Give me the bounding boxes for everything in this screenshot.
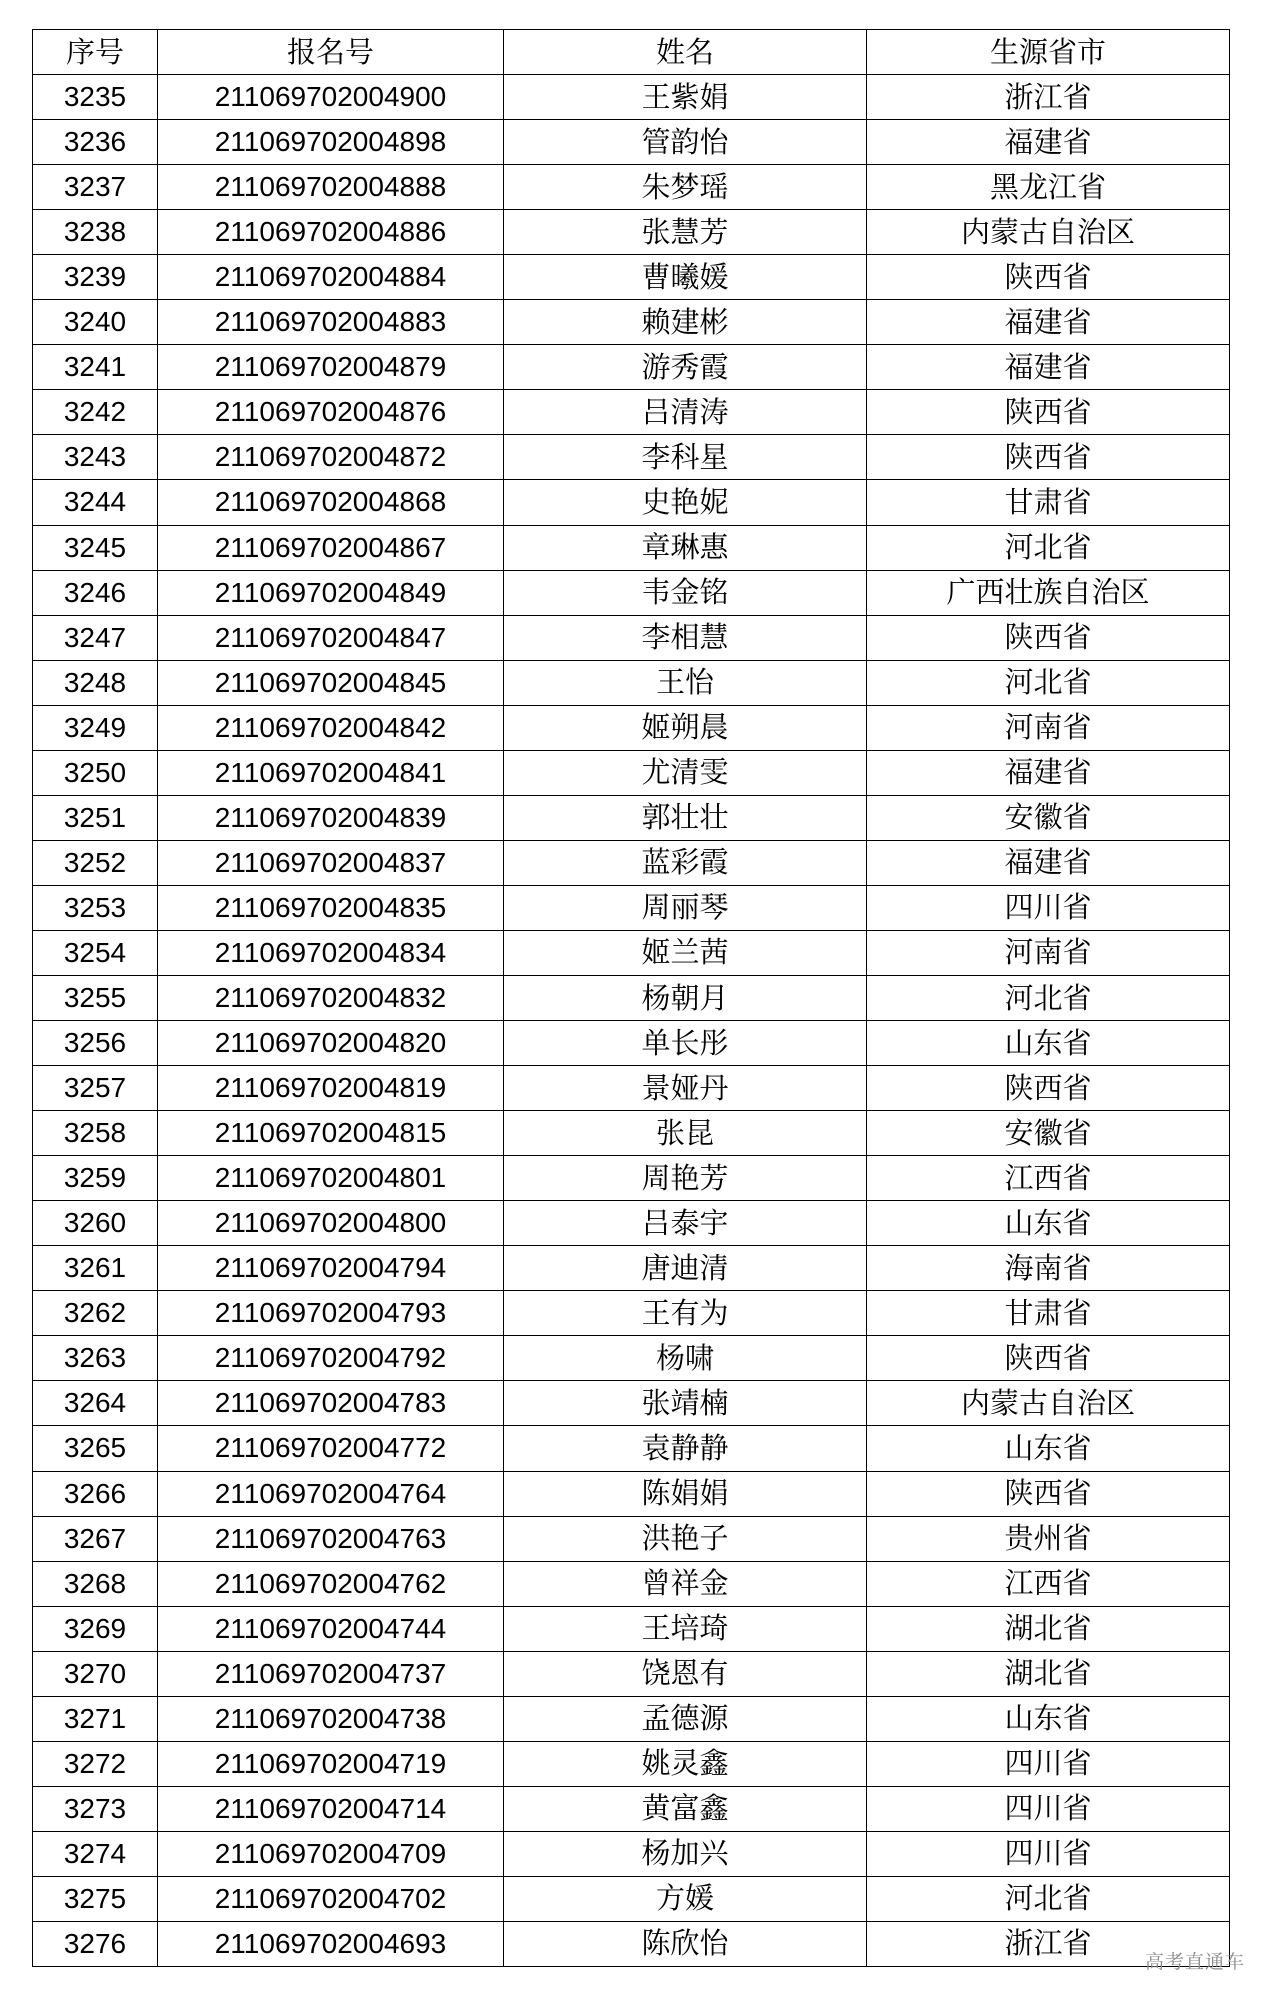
table-row xyxy=(33,750,1230,795)
cell-sequence-number: 3270 xyxy=(33,1651,158,1696)
cell-name: 曾祥金 xyxy=(504,1561,867,1606)
cell-name: 吕泰宇 xyxy=(504,1201,867,1246)
cell-home-province: 福建省 xyxy=(867,840,1230,885)
cell-sequence-number: 3274 xyxy=(33,1831,158,1876)
cell-name: 曹曦媛 xyxy=(504,255,867,300)
cell-home-province: 河北省 xyxy=(867,525,1230,570)
cell-name: 王紫娟 xyxy=(504,75,867,120)
cell-sequence-number: 3272 xyxy=(33,1741,158,1786)
cell-home-province: 贵州省 xyxy=(867,1516,1230,1561)
cell-registration-number: 211069702004763 xyxy=(158,1516,504,1561)
cell-home-province: 福建省 xyxy=(867,750,1230,795)
cell-name: 饶恩有 xyxy=(504,1651,867,1696)
table-header xyxy=(33,30,1230,75)
table-row xyxy=(33,210,1230,255)
cell-registration-number: 211069702004702 xyxy=(158,1876,504,1921)
cell-name: 张昆 xyxy=(504,1111,867,1156)
header-registration-number: 报名号 xyxy=(158,30,504,75)
cell-home-province: 福建省 xyxy=(867,120,1230,165)
cell-registration-number: 211069702004719 xyxy=(158,1741,504,1786)
cell-sequence-number: 3244 xyxy=(33,480,158,525)
cell-name: 黄富鑫 xyxy=(504,1786,867,1831)
cell-sequence-number: 3265 xyxy=(33,1426,158,1471)
cell-sequence-number: 3240 xyxy=(33,300,158,345)
cell-name: 姚灵鑫 xyxy=(504,1741,867,1786)
cell-registration-number: 211069702004900 xyxy=(158,75,504,120)
cell-home-province: 黑龙江省 xyxy=(867,165,1230,210)
cell-sequence-number: 3245 xyxy=(33,525,158,570)
cell-home-province: 湖北省 xyxy=(867,1651,1230,1696)
cell-home-province: 山东省 xyxy=(867,1201,1230,1246)
cell-home-province: 河北省 xyxy=(867,1876,1230,1921)
cell-home-province: 海南省 xyxy=(867,1246,1230,1291)
cell-home-province: 江西省 xyxy=(867,1156,1230,1201)
cell-home-province: 内蒙古自治区 xyxy=(867,1381,1230,1426)
table-row xyxy=(33,1696,1230,1741)
cell-home-province: 四川省 xyxy=(867,1786,1230,1831)
table-row xyxy=(33,795,1230,840)
cell-name: 朱梦瑶 xyxy=(504,165,867,210)
cell-registration-number: 211069702004849 xyxy=(158,570,504,615)
cell-sequence-number: 3254 xyxy=(33,930,158,975)
table-row xyxy=(33,435,1230,480)
table-row xyxy=(33,930,1230,975)
cell-sequence-number: 3268 xyxy=(33,1561,158,1606)
table-row xyxy=(33,480,1230,525)
cell-sequence-number: 3252 xyxy=(33,840,158,885)
cell-home-province: 陕西省 xyxy=(867,1066,1230,1111)
table-row xyxy=(33,1921,1230,1966)
cell-sequence-number: 3255 xyxy=(33,975,158,1020)
cell-name: 李科星 xyxy=(504,435,867,480)
cell-registration-number: 211069702004709 xyxy=(158,1831,504,1876)
cell-registration-number: 211069702004762 xyxy=(158,1561,504,1606)
table-row xyxy=(33,1426,1230,1471)
cell-registration-number: 211069702004884 xyxy=(158,255,504,300)
table-row xyxy=(33,1651,1230,1696)
table-row xyxy=(33,705,1230,750)
table-row xyxy=(33,1561,1230,1606)
cell-sequence-number: 3267 xyxy=(33,1516,158,1561)
cell-home-province: 山东省 xyxy=(867,1021,1230,1066)
cell-name: 管韵怡 xyxy=(504,120,867,165)
cell-sequence-number: 3251 xyxy=(33,795,158,840)
admission-list-table xyxy=(32,29,1230,1967)
cell-home-province: 陕西省 xyxy=(867,390,1230,435)
cell-sequence-number: 3241 xyxy=(33,345,158,390)
cell-sequence-number: 3235 xyxy=(33,75,158,120)
cell-registration-number: 211069702004872 xyxy=(158,435,504,480)
cell-home-province: 福建省 xyxy=(867,345,1230,390)
cell-name: 孟德源 xyxy=(504,1696,867,1741)
cell-home-province: 山东省 xyxy=(867,1696,1230,1741)
cell-sequence-number: 3248 xyxy=(33,660,158,705)
cell-sequence-number: 3262 xyxy=(33,1291,158,1336)
header-name: 姓名 xyxy=(504,30,867,75)
header-home-province: 生源省市 xyxy=(867,30,1230,75)
cell-name: 张靖楠 xyxy=(504,1381,867,1426)
table-row xyxy=(33,1831,1230,1876)
cell-registration-number: 211069702004868 xyxy=(158,480,504,525)
table-row xyxy=(33,1156,1230,1201)
cell-home-province: 江西省 xyxy=(867,1561,1230,1606)
cell-name: 王有为 xyxy=(504,1291,867,1336)
cell-name: 张慧芳 xyxy=(504,210,867,255)
cell-sequence-number: 3257 xyxy=(33,1066,158,1111)
cell-name: 方媛 xyxy=(504,1876,867,1921)
cell-home-province: 陕西省 xyxy=(867,1471,1230,1516)
table-row xyxy=(33,660,1230,705)
cell-name: 姬朔晨 xyxy=(504,705,867,750)
cell-name: 杨加兴 xyxy=(504,1831,867,1876)
cell-sequence-number: 3250 xyxy=(33,750,158,795)
table-row xyxy=(33,1336,1230,1381)
cell-name: 陈欣怡 xyxy=(504,1921,867,1966)
cell-home-province: 陕西省 xyxy=(867,1336,1230,1381)
cell-home-province: 四川省 xyxy=(867,1741,1230,1786)
cell-registration-number: 211069702004764 xyxy=(158,1471,504,1516)
cell-registration-number: 211069702004801 xyxy=(158,1156,504,1201)
cell-sequence-number: 3261 xyxy=(33,1246,158,1291)
table-row xyxy=(33,1381,1230,1426)
cell-home-province: 陕西省 xyxy=(867,435,1230,480)
table-row xyxy=(33,255,1230,300)
cell-registration-number: 211069702004793 xyxy=(158,1291,504,1336)
cell-home-province: 河南省 xyxy=(867,930,1230,975)
cell-home-province: 河北省 xyxy=(867,975,1230,1020)
table-row xyxy=(33,975,1230,1020)
cell-name: 王培琦 xyxy=(504,1606,867,1651)
cell-name: 周艳芳 xyxy=(504,1156,867,1201)
cell-registration-number: 211069702004845 xyxy=(158,660,504,705)
cell-sequence-number: 3256 xyxy=(33,1021,158,1066)
cell-sequence-number: 3246 xyxy=(33,570,158,615)
cell-name: 王怡 xyxy=(504,660,867,705)
cell-sequence-number: 3259 xyxy=(33,1156,158,1201)
cell-registration-number: 211069702004820 xyxy=(158,1021,504,1066)
cell-registration-number: 211069702004815 xyxy=(158,1111,504,1156)
table-row xyxy=(33,1066,1230,1111)
cell-name: 周丽琴 xyxy=(504,885,867,930)
table-row xyxy=(33,345,1230,390)
table-row xyxy=(33,1471,1230,1516)
cell-home-province: 内蒙古自治区 xyxy=(867,210,1230,255)
table-row xyxy=(33,1021,1230,1066)
cell-registration-number: 211069702004898 xyxy=(158,120,504,165)
table-row xyxy=(33,1201,1230,1246)
cell-home-province: 四川省 xyxy=(867,885,1230,930)
cell-registration-number: 211069702004886 xyxy=(158,210,504,255)
cell-name: 姬兰茜 xyxy=(504,930,867,975)
cell-registration-number: 211069702004800 xyxy=(158,1201,504,1246)
cell-name: 蓝彩霞 xyxy=(504,840,867,885)
table-row xyxy=(33,1786,1230,1831)
table-row xyxy=(33,1516,1230,1561)
cell-sequence-number: 3273 xyxy=(33,1786,158,1831)
cell-name: 袁静静 xyxy=(504,1426,867,1471)
cell-name: 章琳惠 xyxy=(504,525,867,570)
table-row xyxy=(33,1246,1230,1291)
cell-home-province: 甘肃省 xyxy=(867,480,1230,525)
cell-home-province: 广西壮族自治区 xyxy=(867,570,1230,615)
cell-sequence-number: 3263 xyxy=(33,1336,158,1381)
cell-sequence-number: 3271 xyxy=(33,1696,158,1741)
cell-registration-number: 211069702004883 xyxy=(158,300,504,345)
cell-registration-number: 211069702004737 xyxy=(158,1651,504,1696)
cell-name: 赖建彬 xyxy=(504,300,867,345)
cell-name: 尤清雯 xyxy=(504,750,867,795)
cell-registration-number: 211069702004867 xyxy=(158,525,504,570)
cell-name: 郭壮壮 xyxy=(504,795,867,840)
table-row xyxy=(33,1606,1230,1651)
cell-sequence-number: 3269 xyxy=(33,1606,158,1651)
cell-home-province: 四川省 xyxy=(867,1831,1230,1876)
table-row xyxy=(33,840,1230,885)
cell-registration-number: 211069702004794 xyxy=(158,1246,504,1291)
header-sequence-number: 序号 xyxy=(33,30,158,75)
cell-sequence-number: 3243 xyxy=(33,435,158,480)
cell-registration-number: 211069702004738 xyxy=(158,1696,504,1741)
cell-registration-number: 211069702004772 xyxy=(158,1426,504,1471)
cell-home-province: 山东省 xyxy=(867,1426,1230,1471)
table-row xyxy=(33,120,1230,165)
cell-registration-number: 211069702004847 xyxy=(158,615,504,660)
cell-sequence-number: 3242 xyxy=(33,390,158,435)
cell-name: 陈娟娟 xyxy=(504,1471,867,1516)
table-row xyxy=(33,1291,1230,1336)
cell-registration-number: 211069702004693 xyxy=(158,1921,504,1966)
cell-sequence-number: 3266 xyxy=(33,1471,158,1516)
cell-name: 李相慧 xyxy=(504,615,867,660)
cell-registration-number: 211069702004744 xyxy=(158,1606,504,1651)
table-row xyxy=(33,570,1230,615)
cell-name: 单长彤 xyxy=(504,1021,867,1066)
table-row xyxy=(33,1876,1230,1921)
cell-name: 唐迪清 xyxy=(504,1246,867,1291)
cell-name: 韦金铭 xyxy=(504,570,867,615)
cell-sequence-number: 3249 xyxy=(33,705,158,750)
table-row xyxy=(33,1741,1230,1786)
cell-registration-number: 211069702004876 xyxy=(158,390,504,435)
cell-name: 景娅丹 xyxy=(504,1066,867,1111)
table-row xyxy=(33,885,1230,930)
table-row xyxy=(33,165,1230,210)
cell-home-province: 浙江省 xyxy=(867,1921,1230,1966)
cell-sequence-number: 3275 xyxy=(33,1876,158,1921)
table-row xyxy=(33,615,1230,660)
cell-name: 史艳妮 xyxy=(504,480,867,525)
cell-name: 杨朝月 xyxy=(504,975,867,1020)
cell-home-province: 陕西省 xyxy=(867,615,1230,660)
cell-name: 杨啸 xyxy=(504,1336,867,1381)
cell-registration-number: 211069702004888 xyxy=(158,165,504,210)
cell-registration-number: 211069702004841 xyxy=(158,750,504,795)
table-body xyxy=(33,75,1230,1967)
cell-home-province: 安徽省 xyxy=(867,1111,1230,1156)
cell-sequence-number: 3236 xyxy=(33,120,158,165)
cell-sequence-number: 3237 xyxy=(33,165,158,210)
cell-sequence-number: 3247 xyxy=(33,615,158,660)
cell-registration-number: 211069702004879 xyxy=(158,345,504,390)
cell-home-province: 安徽省 xyxy=(867,795,1230,840)
cell-registration-number: 211069702004819 xyxy=(158,1066,504,1111)
cell-registration-number: 211069702004834 xyxy=(158,930,504,975)
table-row xyxy=(33,390,1230,435)
cell-home-province: 陕西省 xyxy=(867,255,1230,300)
cell-registration-number: 211069702004792 xyxy=(158,1336,504,1381)
table-row xyxy=(33,300,1230,345)
cell-home-province: 河南省 xyxy=(867,705,1230,750)
watermark-text: 高考直通车 xyxy=(1144,1951,1245,1973)
table-row xyxy=(33,75,1230,120)
cell-sequence-number: 3239 xyxy=(33,255,158,300)
cell-sequence-number: 3258 xyxy=(33,1111,158,1156)
header-row xyxy=(33,30,1230,75)
cell-home-province: 湖北省 xyxy=(867,1606,1230,1651)
cell-registration-number: 211069702004714 xyxy=(158,1786,504,1831)
cell-sequence-number: 3260 xyxy=(33,1201,158,1246)
cell-registration-number: 211069702004837 xyxy=(158,840,504,885)
cell-home-province: 福建省 xyxy=(867,300,1230,345)
cell-sequence-number: 3264 xyxy=(33,1381,158,1426)
cell-registration-number: 211069702004783 xyxy=(158,1381,504,1426)
cell-registration-number: 211069702004832 xyxy=(158,975,504,1020)
cell-sequence-number: 3253 xyxy=(33,885,158,930)
cell-registration-number: 211069702004835 xyxy=(158,885,504,930)
cell-name: 吕清涛 xyxy=(504,390,867,435)
cell-name: 游秀霞 xyxy=(504,345,867,390)
table-row xyxy=(33,525,1230,570)
cell-home-province: 浙江省 xyxy=(867,75,1230,120)
cell-sequence-number: 3276 xyxy=(33,1921,158,1966)
cell-name: 洪艳子 xyxy=(504,1516,867,1561)
table-row xyxy=(33,1111,1230,1156)
cell-registration-number: 211069702004842 xyxy=(158,705,504,750)
cell-home-province: 甘肃省 xyxy=(867,1291,1230,1336)
cell-registration-number: 211069702004839 xyxy=(158,795,504,840)
cell-home-province: 河北省 xyxy=(867,660,1230,705)
cell-sequence-number: 3238 xyxy=(33,210,158,255)
